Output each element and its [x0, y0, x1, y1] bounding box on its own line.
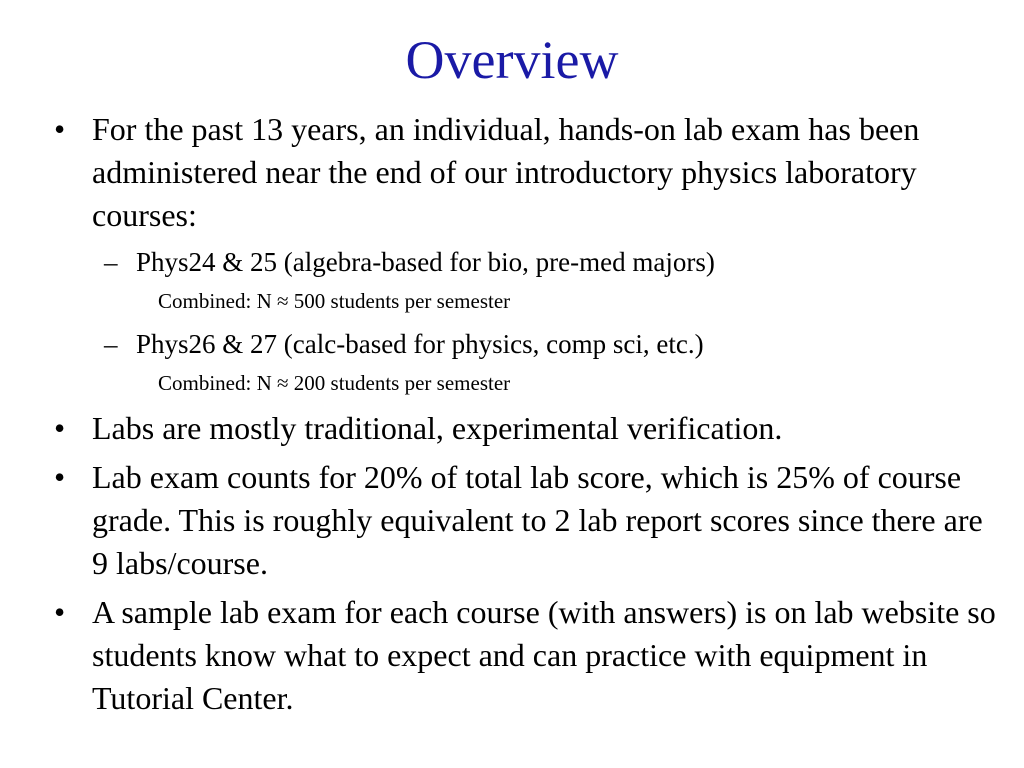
sub-list: [48, 243, 998, 403]
bullet-marker: •: [54, 459, 66, 495]
bullet-marker: •: [54, 410, 66, 446]
sub-note: Combined: N ≈ 500 students per semester: [158, 289, 511, 313]
bullet-text: Lab exam counts for 20% of total lab score, which is 25% of course grade. This is roughly equivalent to 2 lab report scores since there are 9 labs/course.: [92, 459, 983, 581]
sub-bullet-item: [48, 325, 998, 363]
sub-bullet-text: Phys26 & 27 (calc-based for physics, comp sci, etc.): [136, 329, 704, 359]
bullet-text: Labs are mostly traditional, experimental verification.: [92, 410, 783, 446]
sub-bullet-item: [48, 243, 998, 281]
sub-bullet-text: Phys24 & 25 (algebra-based for bio, pre-med majors): [136, 247, 715, 277]
dash-marker: –: [104, 329, 118, 359]
bullet-text: A sample lab exam for each course (with answers) is on lab website so students know what to expect and can practice with equipment in Tutorial Center.: [92, 594, 996, 716]
slide-content: [48, 108, 998, 726]
bullet-marker: •: [54, 594, 66, 630]
bullet-item: [48, 456, 998, 585]
bullet-item: [48, 108, 998, 237]
bullet-text: For the past 13 years, an individual, hands-on lab exam has been administered near the end of our introductory physics laboratory courses:: [92, 111, 920, 233]
dash-marker: –: [104, 247, 118, 277]
bullet-item: [48, 591, 998, 720]
bullet-item: [48, 407, 998, 450]
slide-title: Overview: [405, 30, 619, 90]
sub-note: Combined: N ≈ 200 students per semester: [158, 371, 511, 395]
bullet-marker: •: [54, 111, 66, 147]
